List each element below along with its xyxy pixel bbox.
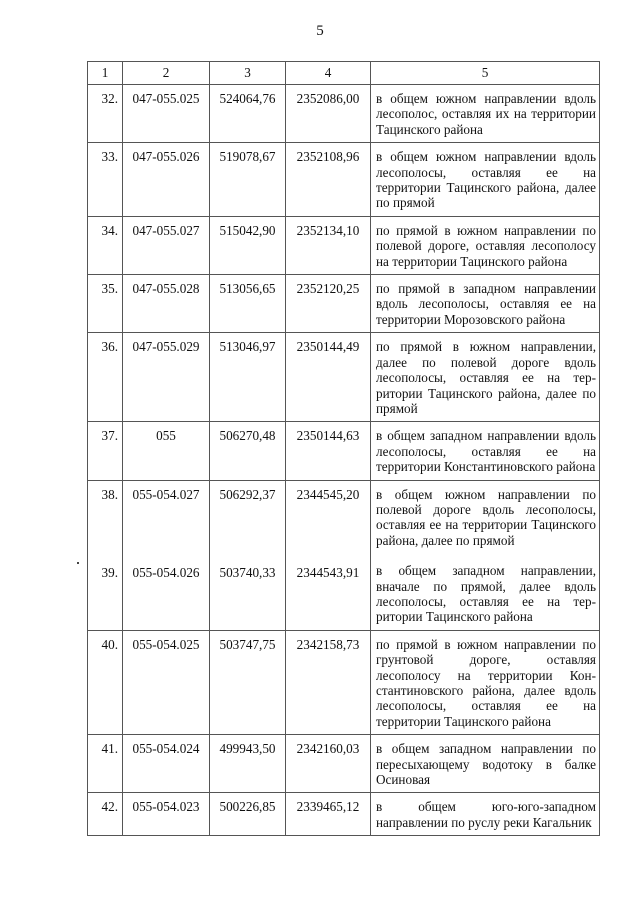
coord-x: 515042,90 xyxy=(210,216,286,274)
point-code: 047-055.027 xyxy=(123,216,210,274)
coord-x: 524064,76 xyxy=(210,85,286,143)
table-row xyxy=(88,275,600,333)
point-code: 055-054.025 xyxy=(123,630,210,734)
description: в общем южном направлении вдоль лесополосы, оставляя ее на территории Тацинского района, далее по прямой xyxy=(371,143,600,217)
point-code: 047-055.026 xyxy=(123,143,210,217)
coord-y: 2339465,12 xyxy=(286,793,371,836)
coord-x: 503747,75 xyxy=(210,630,286,734)
boundary-table xyxy=(87,61,600,836)
table-row xyxy=(88,143,600,217)
table-row xyxy=(88,630,600,734)
row-number: 38. xyxy=(88,480,123,553)
header-row xyxy=(88,62,600,85)
row-number: 32. xyxy=(88,85,123,143)
point-code: 047-055.025 xyxy=(123,85,210,143)
description: в общем западном направлении, вначале по прямой, далее вдоль лесополосы, оставляя ее на территории Тацинского района xyxy=(371,553,600,630)
row-number: 39. xyxy=(88,553,123,630)
description: по прямой в южном направлении по полевой дороге, оставляя лесополосу на территории Тацинского района xyxy=(371,216,600,274)
description: в общем южном направлении вдоль лесополос, оставляя их на территории Тацинского района xyxy=(371,85,600,143)
coord-y: 2352120,25 xyxy=(286,275,371,333)
table-row xyxy=(88,333,600,422)
description: в общем юго-юго-западном направлении по руслу реки Кагальник xyxy=(371,793,600,836)
row-number: 36. xyxy=(88,333,123,422)
table-row xyxy=(88,422,600,480)
coord-x: 503740,33 xyxy=(210,553,286,630)
coord-x: 519078,67 xyxy=(210,143,286,217)
description: в общем южном направлении по полевой дороге вдоль лесополосы, оставляя ее на территории Тацинского района, далее по прямой xyxy=(371,480,600,553)
row-number: 35. xyxy=(88,275,123,333)
row-number: 34. xyxy=(88,216,123,274)
row-number: 37. xyxy=(88,422,123,480)
point-code: 055-054.024 xyxy=(123,735,210,793)
coord-y: 2344543,91 xyxy=(286,553,371,630)
point-code: 047-055.028 xyxy=(123,275,210,333)
coord-y: 2352108,96 xyxy=(286,143,371,217)
coord-x: 500226,85 xyxy=(210,793,286,836)
point-code: 055-054.023 xyxy=(123,793,210,836)
table-row xyxy=(88,216,600,274)
header-cell: 4 xyxy=(286,62,371,85)
row-number: 33. xyxy=(88,143,123,217)
description: по прямой в южном направлении по грунтовой дороге, оставляя лесополосу на территории Константиновского района, далее вдоль лесополосы, оставляя ее на территории Тацинского района xyxy=(371,630,600,734)
header-cell: 2 xyxy=(123,62,210,85)
coord-y: 2352134,10 xyxy=(286,216,371,274)
description: в общем западном направлении по пересыхающему водотоку в балке Осиновая xyxy=(371,735,600,793)
header-cell: 3 xyxy=(210,62,286,85)
coord-x: 499943,50 xyxy=(210,735,286,793)
coord-y: 2344545,20 xyxy=(286,480,371,553)
point-code: 055 xyxy=(123,422,210,480)
row-number: 40. xyxy=(88,630,123,734)
row-number: 42. xyxy=(88,793,123,836)
coord-x: 513056,65 xyxy=(210,275,286,333)
point-code: 055-054.027 xyxy=(123,480,210,553)
table-row xyxy=(88,480,600,553)
coord-y: 2350144,63 xyxy=(286,422,371,480)
point-code: 047-055.029 xyxy=(123,333,210,422)
table-row xyxy=(88,735,600,793)
scan-mark xyxy=(77,562,79,564)
coord-y: 2352086,00 xyxy=(286,85,371,143)
page-number: 5 xyxy=(316,23,324,39)
header-cell: 5 xyxy=(371,62,600,85)
row-number: 41. xyxy=(88,735,123,793)
description: по прямой в западном направлении вдоль лесополосы, оставляя ее на территории Морозовского района xyxy=(371,275,600,333)
header-cell: 1 xyxy=(88,62,123,85)
coord-x: 506292,37 xyxy=(210,480,286,553)
point-code: 055-054.026 xyxy=(123,553,210,630)
description: в общем западном направлении вдоль лесополосы, оставляя ее на территории Константиновского района xyxy=(371,422,600,480)
coord-y: 2342158,73 xyxy=(286,630,371,734)
coord-x: 506270,48 xyxy=(210,422,286,480)
coord-y: 2342160,03 xyxy=(286,735,371,793)
table-row xyxy=(88,793,600,836)
table-row xyxy=(88,85,600,143)
coord-x: 513046,97 xyxy=(210,333,286,422)
table-row xyxy=(88,553,600,630)
coord-y: 2350144,49 xyxy=(286,333,371,422)
description: по прямой в южном направлении, далее по полевой дороге вдоль лесополосы, оставляя ее на территории Тацинского района, далее по прямой xyxy=(371,333,600,422)
